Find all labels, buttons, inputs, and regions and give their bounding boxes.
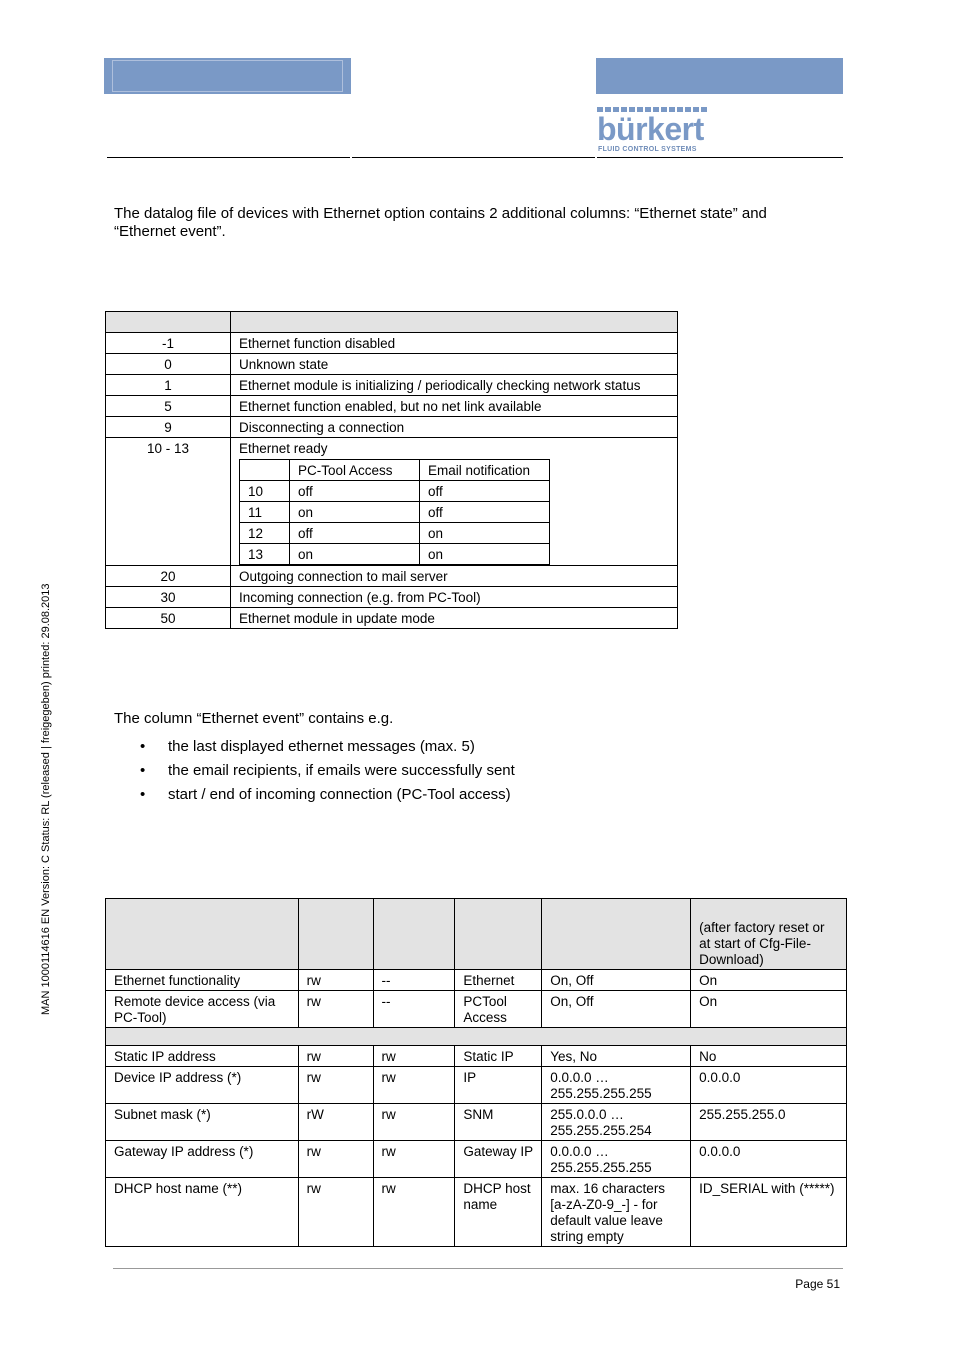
header-bar-right <box>596 58 843 94</box>
table-subheader-row <box>106 1028 847 1046</box>
substate-number: 11 <box>240 502 290 523</box>
param-range: 0.0.0.0 … 255.255.255.255 <box>542 1141 691 1178</box>
param-default: On <box>691 991 847 1028</box>
substate-header-blank <box>240 460 290 481</box>
substate-row <box>240 523 550 544</box>
subheader-cell <box>106 1028 847 1046</box>
table-header-row <box>106 899 847 970</box>
param-id: PCTool Access <box>455 991 542 1028</box>
table-row <box>106 354 678 375</box>
table-row <box>106 1067 847 1104</box>
state-description: Incoming connection (e.g. from PC-Tool) <box>231 587 678 608</box>
table-row <box>106 333 678 354</box>
table-row <box>106 970 847 991</box>
substate-pc: on <box>290 544 420 565</box>
page-number: Page 51 <box>795 1277 840 1291</box>
header-cell <box>373 899 455 970</box>
header-cell <box>106 312 231 333</box>
param-range: 255.0.0.0 … 255.255.255.254 <box>542 1104 691 1141</box>
state-code: 5 <box>106 396 231 417</box>
substate-number: 10 <box>240 481 290 502</box>
param-range: 0.0.0.0 … 255.255.255.255 <box>542 1067 691 1104</box>
substate-number: 12 <box>240 523 290 544</box>
state-code: 1 <box>106 375 231 396</box>
param-name: Device IP address (*) <box>106 1067 299 1104</box>
intro-line-1: The datalog file of devices with Ethernet option contains 2 additional columns: “Ethernet state” and <box>114 205 767 222</box>
table-row <box>106 587 678 608</box>
state-description: Disconnecting a connection <box>231 417 678 438</box>
footer-rule <box>113 1268 843 1269</box>
state-code: -1 <box>106 333 231 354</box>
state-description: Ethernet function enabled, but no net link available <box>231 396 678 417</box>
param-default: No <box>691 1046 847 1067</box>
state-code: 9 <box>106 417 231 438</box>
state-code: 30 <box>106 587 231 608</box>
table-row-ready <box>106 438 678 566</box>
logo-tagline: FLUID CONTROL SYSTEMS <box>598 146 697 153</box>
substate-header-email: Email notification <box>420 460 550 481</box>
table-row <box>106 1046 847 1067</box>
param-access-a: rw <box>298 1067 373 1104</box>
param-access-b: -- <box>373 991 455 1028</box>
param-name: Ethernet functionality <box>106 970 299 991</box>
intro-line-2: “Ethernet event”. <box>114 223 226 240</box>
param-range: On, Off <box>542 991 691 1028</box>
ethernet-state-table <box>105 311 678 629</box>
state-description: Outgoing connection to mail server <box>231 566 678 587</box>
substate-pc: off <box>290 523 420 544</box>
param-name: DHCP host name (**) <box>106 1178 299 1247</box>
param-access-b: rw <box>373 1178 455 1247</box>
event-list <box>140 738 515 810</box>
substate-row <box>240 481 550 502</box>
state-description: Unknown state <box>231 354 678 375</box>
substate-number: 13 <box>240 544 290 565</box>
param-name: Remote device access (via PC-Tool) <box>106 991 299 1028</box>
param-default: On <box>691 970 847 991</box>
logo-wordmark: bürkert <box>597 111 704 147</box>
substate-email: off <box>420 502 550 523</box>
table-row <box>106 991 847 1028</box>
state-code: 20 <box>106 566 231 587</box>
param-range: max. 16 characters [a-zA-Z0-9_-] - for default value leave string empty <box>542 1178 691 1247</box>
header-default-note: (after factory reset or at start of Cfg-File-Download) <box>691 899 847 970</box>
param-access-b: rw <box>373 1104 455 1141</box>
param-name: Subnet mask (*) <box>106 1104 299 1141</box>
substate-pc: on <box>290 502 420 523</box>
table-row <box>106 1104 847 1141</box>
event-intro: The column “Ethernet event” contains e.g. <box>114 710 394 727</box>
table-row <box>106 396 678 417</box>
state-code: 0 <box>106 354 231 375</box>
substate-row <box>240 544 550 565</box>
substate-email: on <box>420 523 550 544</box>
param-access-b: -- <box>373 970 455 991</box>
header-cell <box>455 899 542 970</box>
ready-label: Ethernet ready <box>239 441 328 456</box>
header-cell <box>231 312 678 333</box>
param-default: 255.255.255.0 <box>691 1104 847 1141</box>
header-cell <box>298 899 373 970</box>
state-description: Ethernet function disabled <box>231 333 678 354</box>
param-access-a: rw <box>298 970 373 991</box>
param-access-a: rw <box>298 1141 373 1178</box>
state-description-ready <box>231 438 678 566</box>
param-range: Yes, No <box>542 1046 691 1067</box>
param-default: 0.0.0.0 <box>691 1141 847 1178</box>
param-access-b: rw <box>373 1067 455 1104</box>
table-header-row <box>106 312 678 333</box>
param-default: 0.0.0.0 <box>691 1067 847 1104</box>
burkert-logo <box>597 107 717 157</box>
table-row <box>106 375 678 396</box>
param-default: ID_SERIAL with (*****) <box>691 1178 847 1247</box>
table-row <box>106 1141 847 1178</box>
table-row <box>106 566 678 587</box>
param-id: DHCP host name <box>455 1178 542 1247</box>
param-id: Static IP <box>455 1046 542 1067</box>
substate-row <box>240 502 550 523</box>
state-description: Ethernet module is initializing / periodically checking network status <box>231 375 678 396</box>
substate-email: on <box>420 544 550 565</box>
table-row <box>106 1178 847 1247</box>
list-item: • start / end of incoming connection (PC-Tool access) <box>140 786 515 804</box>
header-cell <box>106 899 299 970</box>
document-status-label: MAN 1000114616 EN Version: C Status: RL (released | freigegeben) printed: 29.08.2013 <box>40 583 52 1015</box>
substate-header-row <box>240 460 550 481</box>
header-bar-left <box>104 58 351 94</box>
param-id: Ethernet <box>455 970 542 991</box>
intro-paragraph <box>114 205 834 241</box>
substate-header-pc: PC-Tool Access <box>290 460 420 481</box>
param-access-a: rw <box>298 1178 373 1247</box>
param-access-a: rW <box>298 1104 373 1141</box>
header-cell <box>542 899 691 970</box>
param-access-b: rw <box>373 1046 455 1067</box>
list-item: • the email recipients, if emails were successfully sent <box>140 762 515 780</box>
ready-substate-table <box>239 459 550 565</box>
substate-pc: off <box>290 481 420 502</box>
substate-email: off <box>420 481 550 502</box>
param-id: SNM <box>455 1104 542 1141</box>
state-code: 50 <box>106 608 231 629</box>
state-description: Ethernet module in update mode <box>231 608 678 629</box>
param-range: On, Off <box>542 970 691 991</box>
param-access-b: rw <box>373 1141 455 1178</box>
table-row <box>106 608 678 629</box>
list-item: • the last displayed ethernet messages (max. 5) <box>140 738 515 756</box>
table-row <box>106 417 678 438</box>
header-rule-2 <box>352 157 595 158</box>
param-name: Gateway IP address (*) <box>106 1141 299 1178</box>
header-rule-1 <box>107 157 350 158</box>
ethernet-parameter-table <box>105 898 847 1247</box>
param-id: IP <box>455 1067 542 1104</box>
state-code: 10 - 13 <box>106 438 231 566</box>
param-name: Static IP address <box>106 1046 299 1067</box>
header-rule-3 <box>597 157 843 158</box>
param-access-a: rw <box>298 1046 373 1067</box>
param-access-a: rw <box>298 991 373 1028</box>
param-id: Gateway IP <box>455 1141 542 1178</box>
